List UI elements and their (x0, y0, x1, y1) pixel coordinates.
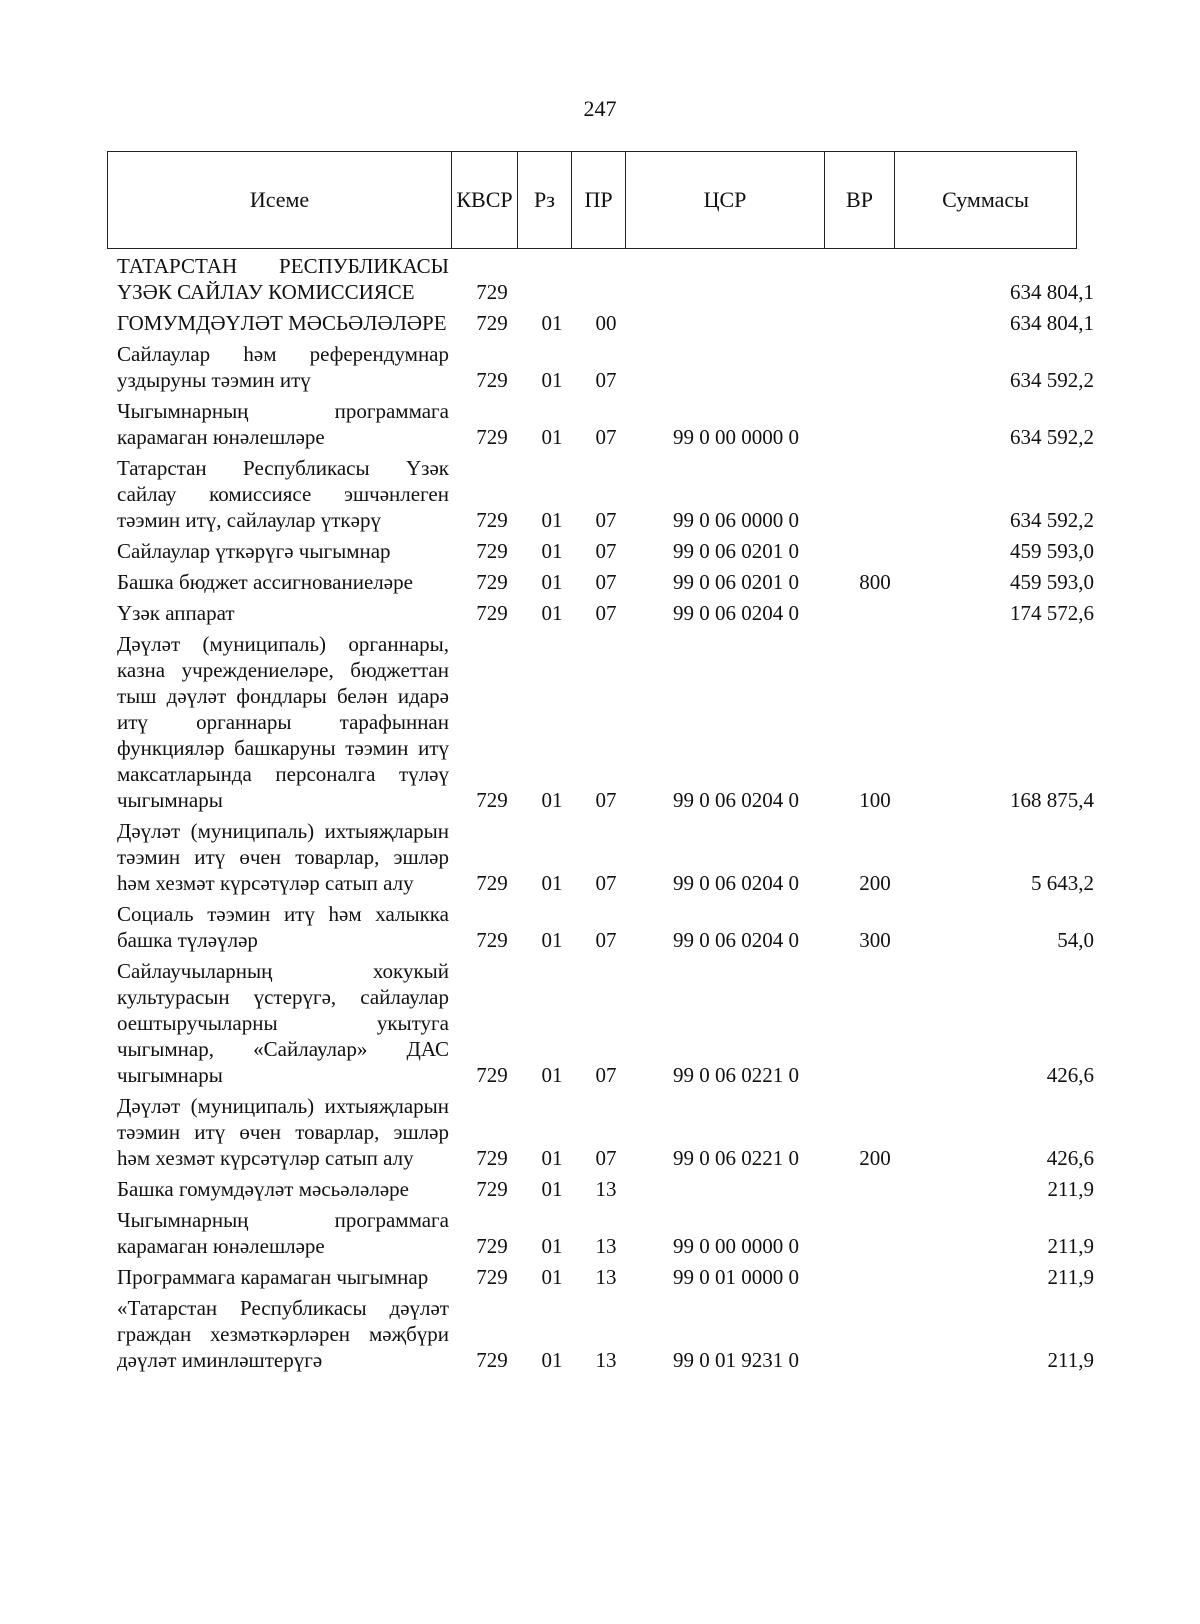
row-kvsr: 729 (476, 425, 508, 449)
table-row (107, 1207, 1102, 1259)
table-body (107, 253, 1102, 1378)
table-header (107, 151, 1077, 249)
table-row (107, 1093, 1102, 1171)
table-row (107, 341, 1102, 393)
row-csr: 99 0 00 0000 0 (673, 425, 799, 449)
row-csr: 99 0 01 0000 0 (673, 1265, 799, 1289)
row-rz: 01 (541, 311, 563, 335)
table-row (107, 455, 1102, 533)
row-vr: 200 (859, 871, 891, 895)
row-sum: 426,6 (1046, 1146, 1094, 1170)
column-header-sum: Суммасы (895, 152, 1077, 249)
column-header-csr: ЦСР (626, 152, 825, 249)
row-name: Дәүләт (муниципаль) ихтыяҗларын тәэмин итү өчен товарлар, эшләр һәм хезмәт күрсәтүләр сатып алу (117, 819, 449, 895)
row-kvsr: 729 (476, 508, 508, 532)
row-pr: 07 (595, 1146, 617, 1170)
row-rz: 01 (541, 425, 563, 449)
row-pr: 00 (595, 311, 617, 335)
row-sum: 634 592,2 (1010, 508, 1094, 532)
row-csr: 99 0 06 0204 0 (673, 928, 799, 952)
row-rz: 01 (541, 508, 563, 532)
column-header-rz: Рз (518, 152, 572, 249)
column-header-kvsr: КВСР (452, 152, 518, 249)
row-name: Башка гомумдәүләт мәсьәләләре (117, 1177, 409, 1201)
row-sum: 634 804,1 (1010, 311, 1094, 335)
row-rz: 01 (541, 1265, 563, 1289)
row-kvsr: 729 (476, 1177, 508, 1201)
row-kvsr: 729 (476, 1146, 508, 1170)
row-pr: 07 (595, 601, 617, 625)
row-kvsr: 729 (476, 1063, 508, 1087)
row-sum: 211,9 (1047, 1348, 1094, 1372)
row-name: Дәүләт (муниципаль) органнары, казна учреждениеләре, бюджеттан тыш дәүләт фондлары белән идарә итү органнары тарафыннан функцияләр башкаруны тәэмин итү максатларында персоналга түләү чыгымнары (117, 632, 449, 812)
row-kvsr: 729 (476, 601, 508, 625)
row-vr: 200 (859, 1146, 891, 1170)
row-pr: 07 (595, 788, 617, 812)
row-name: ГОМУМДӘҮЛӘТ МӘСЬӘЛӘЛӘРЕ (117, 311, 447, 335)
row-name: Социаль тәэмин итү һәм халыкка башка түләүләр (117, 902, 449, 952)
table-row (107, 253, 1102, 305)
row-kvsr: 729 (476, 871, 508, 895)
row-name: «Татарстан Республикасы дәүләт граждан хезмәткәрләрен мәҗбүри дәүләт иминләштерүгә (117, 1296, 449, 1372)
row-rz: 01 (541, 368, 563, 392)
row-vr: 300 (859, 928, 891, 952)
table-row (107, 600, 1102, 626)
row-rz: 01 (541, 1348, 563, 1372)
row-kvsr: 729 (476, 1265, 508, 1289)
table-row (107, 538, 1102, 564)
row-sum: 174 572,6 (1010, 601, 1094, 625)
row-pr: 13 (595, 1265, 617, 1289)
row-csr: 99 0 06 0204 0 (673, 601, 799, 625)
row-sum: 634 804,1 (1010, 280, 1094, 304)
row-sum: 459 593,0 (1010, 539, 1094, 563)
row-pr: 07 (595, 425, 617, 449)
row-name: Сайлаучыларның хокукый культурасын үстерүгә, сайлаулар оештыручыларны укытуга чыгымнар, «Сайлаулар» ДАС чыгымнары (117, 959, 449, 1087)
row-csr: 99 0 06 0000 0 (673, 508, 799, 532)
table-row (107, 1295, 1102, 1373)
row-sum: 211,9 (1047, 1177, 1094, 1201)
row-rz: 01 (541, 1177, 563, 1201)
row-rz: 01 (541, 928, 563, 952)
row-rz: 01 (541, 1146, 563, 1170)
row-pr: 07 (595, 570, 617, 594)
row-sum: 211,9 (1047, 1234, 1094, 1258)
row-sum: 426,6 (1046, 1063, 1094, 1087)
row-rz: 01 (541, 601, 563, 625)
row-name: Чыгымнарның программага карамаган юнәлешләре (117, 1208, 449, 1258)
row-rz: 01 (541, 539, 563, 563)
table-row (107, 569, 1102, 595)
row-name: Башка бюджет ассигнованиеләре (117, 570, 413, 594)
row-pr: 07 (595, 1063, 617, 1087)
row-kvsr: 729 (476, 1348, 508, 1372)
row-name: Программага карамаган чыгымнар (117, 1265, 429, 1289)
row-csr: 99 0 06 0221 0 (673, 1063, 799, 1087)
row-csr: 99 0 06 0201 0 (673, 570, 799, 594)
row-sum: 168 875,4 (1010, 788, 1094, 812)
row-csr: 99 0 06 0204 0 (673, 871, 799, 895)
row-pr: 07 (595, 368, 617, 392)
row-kvsr: 729 (476, 570, 508, 594)
row-sum: 634 592,2 (1010, 368, 1094, 392)
row-csr: 99 0 06 0201 0 (673, 539, 799, 563)
row-csr: 99 0 06 0204 0 (673, 788, 799, 812)
row-sum: 634 592,2 (1010, 425, 1094, 449)
row-csr: 99 0 01 9231 0 (673, 1348, 799, 1372)
row-rz: 01 (541, 1063, 563, 1087)
row-kvsr: 729 (476, 368, 508, 392)
row-kvsr: 729 (476, 928, 508, 952)
row-vr: 100 (859, 788, 891, 812)
table-row (107, 958, 1102, 1088)
row-sum: 211,9 (1047, 1265, 1094, 1289)
row-pr: 07 (595, 508, 617, 532)
row-kvsr: 729 (476, 311, 508, 335)
row-pr: 13 (595, 1348, 617, 1372)
row-name: Үзәк аппарат (117, 601, 235, 625)
row-sum: 5 643,2 (1031, 871, 1094, 895)
table-row (107, 1264, 1102, 1290)
row-csr: 99 0 00 0000 0 (673, 1234, 799, 1258)
row-pr: 07 (595, 871, 617, 895)
row-pr: 07 (595, 539, 617, 563)
row-kvsr: 729 (476, 788, 508, 812)
row-rz: 01 (541, 570, 563, 594)
row-sum: 54,0 (1057, 928, 1094, 952)
column-header-pr: ПР (572, 152, 626, 249)
row-kvsr: 729 (476, 539, 508, 563)
row-kvsr: 729 (476, 280, 508, 304)
table-row (107, 310, 1102, 336)
row-pr: 13 (595, 1234, 617, 1258)
row-name: Дәүләт (муниципаль) ихтыяҗларын тәэмин итү өчен товарлар, эшләр һәм хезмәт күрсәтүләр сатып алу (117, 1094, 449, 1170)
table-row (107, 818, 1102, 896)
table-row (107, 901, 1102, 953)
column-header-name: Исеме (108, 152, 452, 249)
row-name: ТАТАРСТАН РЕСПУБЛИКАСЫ ҮЗӘК САЙЛАУ КОМИССИЯСЕ (117, 254, 449, 304)
table-row (107, 631, 1102, 813)
table-row (107, 398, 1102, 450)
row-rz: 01 (541, 1234, 563, 1258)
row-name: Сайлаулар һәм референдумнар уздыруны тәэмин итү (117, 342, 449, 392)
row-pr: 07 (595, 928, 617, 952)
row-rz: 01 (541, 871, 563, 895)
page-number: 247 (583, 96, 617, 121)
row-sum: 459 593,0 (1010, 570, 1094, 594)
row-rz: 01 (541, 788, 563, 812)
table-row (107, 1176, 1102, 1202)
row-kvsr: 729 (476, 1234, 508, 1258)
row-vr: 800 (859, 570, 891, 594)
row-name: Татарстан Республикасы Үзәк сайлау комиссиясе эшчәнлеген тәэмин итү, сайлаулар үткәрү (117, 456, 449, 532)
row-name: Сайлаулар үткәрүгә чыгымнар (117, 539, 391, 563)
row-csr: 99 0 06 0221 0 (673, 1146, 799, 1170)
row-pr: 13 (595, 1177, 617, 1201)
row-name: Чыгымнарның программага карамаган юнәлешләре (117, 399, 449, 449)
column-header-vr: ВР (825, 152, 895, 249)
